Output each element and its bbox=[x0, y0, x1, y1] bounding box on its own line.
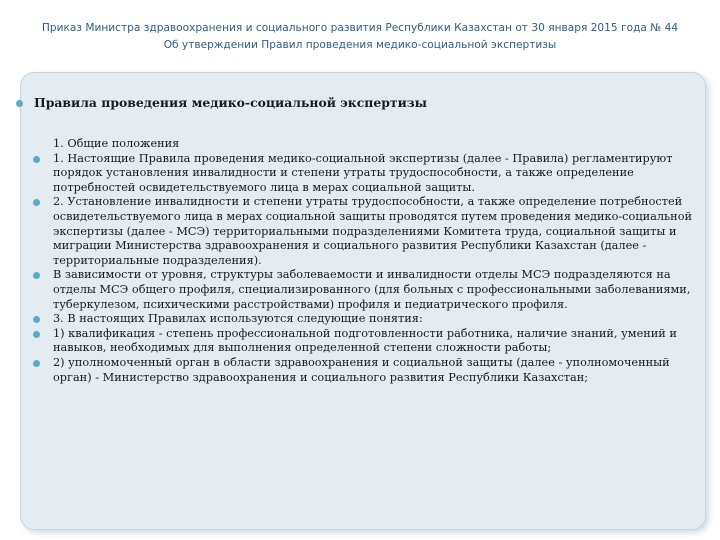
paragraph bbox=[53, 356, 703, 385]
section-heading bbox=[34, 95, 427, 110]
title-line-1: Приказ Министра здравоохранения и социального развития Республики Казахстан от 30 января 2015 года № 44 bbox=[41, 22, 679, 34]
title-line-2: Об утверждении Правил проведения медико-социальной экспертизы bbox=[163, 39, 557, 51]
paragraph-text: 1. Настоящие Правила проведения медико-социальной экспертизы (далее - Правила) регламентируют порядок установления инвалидности и степени утраты трудоспособности, а также определение потребностей освидетельствуемого лица в мерах социальной защиты. bbox=[53, 151, 673, 194]
bullet-icon bbox=[33, 156, 40, 163]
bullet-icon bbox=[16, 100, 23, 107]
paragraph bbox=[53, 152, 703, 196]
paragraph bbox=[53, 195, 703, 268]
paragraph-text: 1) квалификация - степень профессиональной подготовленности работника, наличие знаний, умений и навыков, необходимых для выполнения определенной степени сложности работы; bbox=[53, 326, 677, 355]
paragraph-text: В зависимости от уровня, структуры заболеваемости и инвалидности отделы МСЭ подразделяются на отделы МСЭ общего профиля, специализированного (для больных с профессиональными заболеваниями, туберкулезом, психическими расстройствами) профиля и педиатрического профиля. bbox=[53, 268, 691, 311]
paragraph-text: 2. Установление инвалидности и степени утраты трудоспособности, а также определение потребностей освидетельствуемого лица в мерах социальной защиты проводятся путем проведения медико-социальной экспертизы (далее - МСЭ) территориальными подразделениями Комитета труда, социальной защиты и миграции Министерства здравоохранения и социального развития Республики Казахстан (далее - территориальные подразделения). bbox=[53, 195, 693, 267]
heading-text: Правила проведения медико-социальной экспертизы bbox=[34, 95, 428, 110]
paragraph bbox=[53, 268, 703, 312]
bullet-icon bbox=[33, 360, 40, 367]
paragraph bbox=[53, 312, 703, 327]
bullet-icon bbox=[33, 331, 40, 338]
body-text bbox=[53, 137, 703, 385]
section-subtitle: 1. Общие положения bbox=[53, 137, 180, 150]
paragraph bbox=[53, 327, 703, 356]
paragraph-text: 3. В настоящих Правилах используются следующие понятия: bbox=[53, 312, 423, 326]
slide-title bbox=[0, 0, 720, 54]
paragraph-text: 2) уполномоченный орган в области здравоохранения и социальной защиты (далее - уполномоченный орган) - Министерство здравоохранения и социального развития Республики Казахстан; bbox=[53, 355, 670, 384]
